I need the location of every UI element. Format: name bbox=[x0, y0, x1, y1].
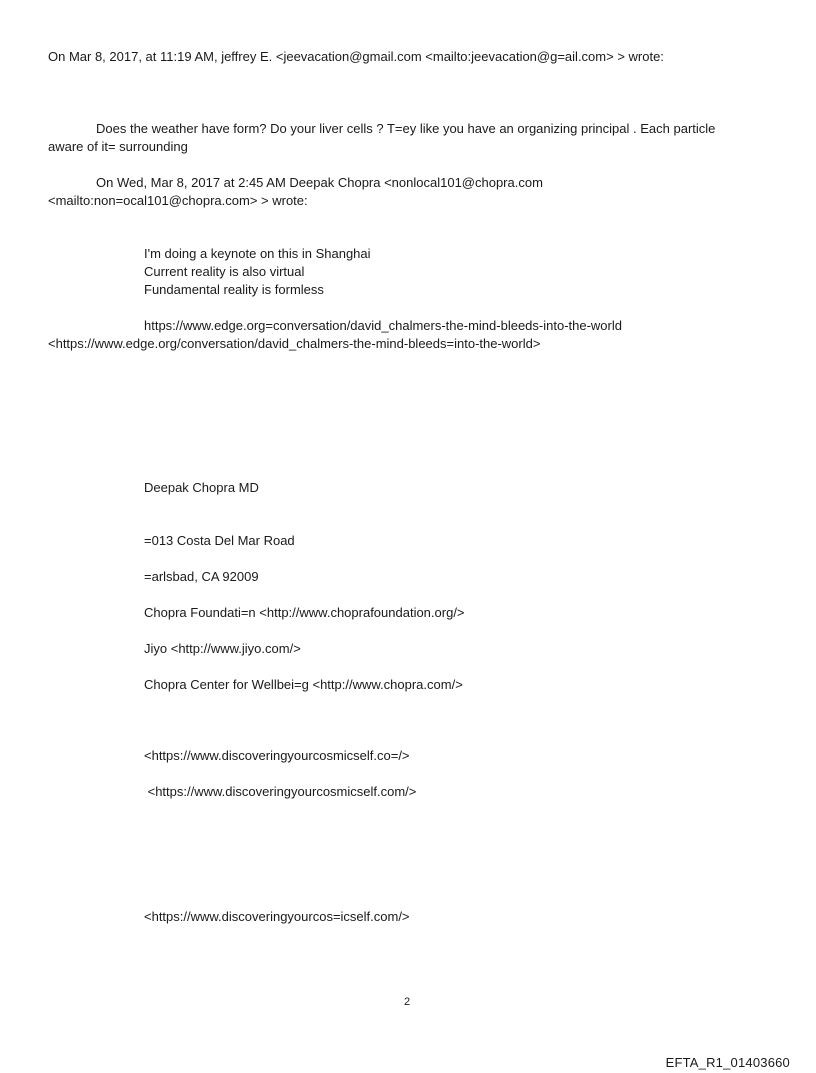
body-line-2: Current reality is also virtual bbox=[144, 264, 305, 279]
cosmic-link-1: <https://www.discoveringyourcosmicself.co=/> bbox=[144, 748, 410, 763]
edge-link-line-2: <https://www.edge.org/conversation/david_chalmers-the-mind-bleeds=into-the-world> bbox=[48, 336, 541, 351]
reply-line-1: Does the weather have form? Do your liver cells ? T=ey like you have an organizing principal . Each particle bbox=[96, 121, 716, 136]
signature-jiyo-link: Jiyo <http://www.jiyo.com/> bbox=[144, 641, 301, 656]
quote-header-line-1: On Wed, Mar 8, 2017 at 2:45 AM Deepak Chopra <nonlocal101@chopra.com bbox=[96, 175, 543, 190]
signature-foundation-link: Chopra Foundati=n <http://www.choprafoundation.org/> bbox=[144, 605, 465, 620]
cosmic-link-2: <https://www.discoveringyourcosmicself.com/> bbox=[144, 784, 417, 799]
quote-header-line-2: <mailto:non=ocal101@chopra.com> > wrote: bbox=[48, 193, 308, 208]
cosmic-link-3: <https://www.discoveringyourcos=icself.com/> bbox=[144, 909, 410, 924]
body-line-3: Fundamental reality is formless bbox=[144, 282, 324, 297]
signature-address-2: =arlsbad, CA 92009 bbox=[144, 569, 259, 584]
edge-link-line-1: https://www.edge.org=conversation/david_chalmers-the-mind-bleeds-into-the-world bbox=[144, 318, 622, 333]
body-line-1: I'm doing a keynote on this in Shanghai bbox=[144, 246, 371, 261]
signature-name: Deepak Chopra MD bbox=[144, 480, 259, 495]
page-number: 2 bbox=[404, 996, 411, 1008]
bates-number: EFTA_R1_01403660 bbox=[665, 1055, 790, 1070]
reply-line-2: aware of it= surrounding bbox=[48, 139, 188, 154]
signature-center-link: Chopra Center for Wellbei=g <http://www.chopra.com/> bbox=[144, 677, 463, 692]
signature-address-1: =013 Costa Del Mar Road bbox=[144, 533, 295, 548]
email-header-line: On Mar 8, 2017, at 11:19 AM, jeffrey E. <jeevacation@gmail.com <mailto:jeevacation@g=ail.com> > wrote: bbox=[48, 49, 664, 64]
